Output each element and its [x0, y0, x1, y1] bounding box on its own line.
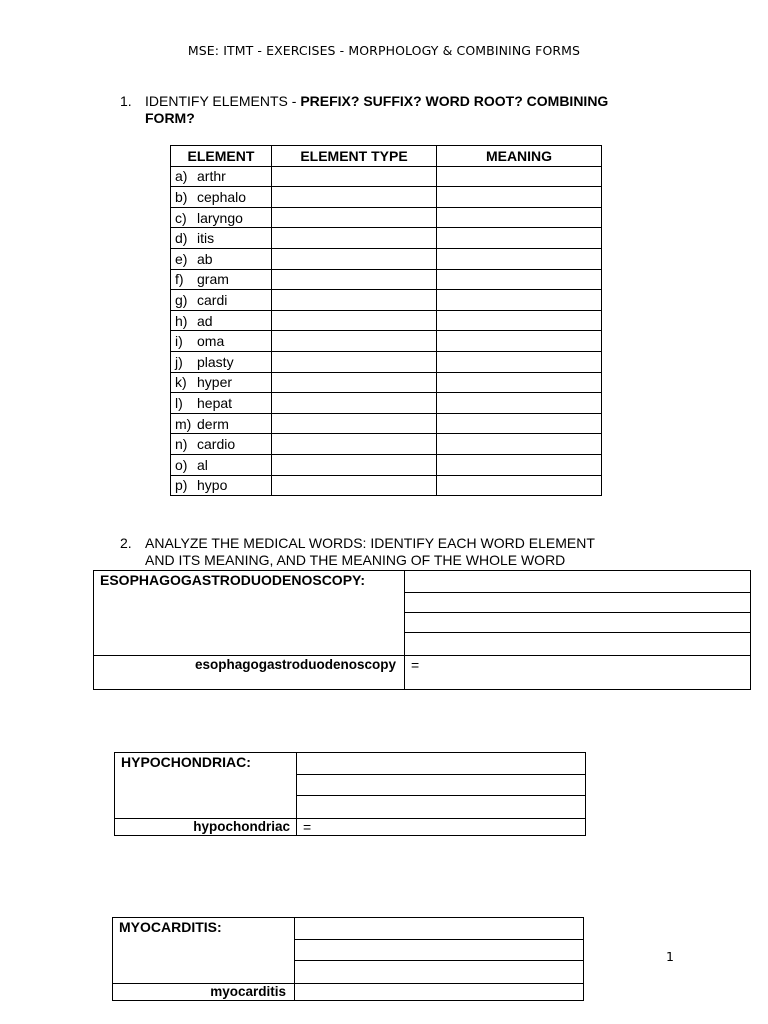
- element-letter: a): [175, 168, 188, 185]
- element-cell: [171, 248, 272, 269]
- element-type-cell[interactable]: [272, 310, 437, 331]
- equals-sign[interactable]: =: [411, 657, 420, 673]
- element-text: al: [197, 456, 208, 473]
- header-meaning: MEANING: [437, 146, 602, 167]
- meaning-cell[interactable]: [437, 310, 602, 331]
- element-letter: o): [175, 456, 188, 473]
- element-type-cell[interactable]: [272, 372, 437, 393]
- element-cell: [171, 351, 272, 372]
- meaning-cell[interactable]: [437, 228, 602, 249]
- table-row: [171, 434, 602, 455]
- meaning-cell[interactable]: [437, 331, 602, 352]
- table-row: [171, 228, 602, 249]
- table-row: [171, 269, 602, 290]
- element-cell: [171, 331, 272, 352]
- element-letter: h): [175, 312, 188, 329]
- element-letter: p): [175, 477, 188, 494]
- element-letter: f): [175, 271, 184, 288]
- elements-table: [170, 145, 602, 496]
- table-row: [171, 454, 602, 475]
- question-1-text: [145, 93, 608, 127]
- header-element: ELEMENT: [171, 146, 272, 167]
- meaning-cell[interactable]: [437, 269, 602, 290]
- element-type-cell[interactable]: [272, 454, 437, 475]
- word-box-myocarditis: [112, 917, 584, 1001]
- table-row: [171, 475, 602, 496]
- meaning-cell[interactable]: [437, 454, 602, 475]
- row-divider: [404, 592, 750, 593]
- header-element-type: ELEMENT TYPE: [272, 146, 437, 167]
- element-text: ad: [197, 312, 213, 329]
- row-divider: [294, 960, 583, 961]
- element-letter: n): [175, 436, 188, 453]
- element-text: cephalo: [197, 188, 247, 205]
- table-row: [171, 187, 602, 208]
- element-cell: [171, 228, 272, 249]
- element-cell: [171, 166, 272, 187]
- table-row: [171, 207, 602, 228]
- question-1-bold-line1: PREFIX? SUFFIX? WORD ROOT? COMBINING: [300, 93, 609, 109]
- element-cell: [171, 413, 272, 434]
- word-label: esophagogastroduodenoscopy: [194, 657, 396, 672]
- element-type-cell[interactable]: [272, 269, 437, 290]
- word-label: myocarditis: [210, 984, 286, 999]
- element-cell: [171, 372, 272, 393]
- element-type-cell[interactable]: [272, 413, 437, 434]
- row-divider: [294, 939, 583, 940]
- table-header-row: [171, 146, 602, 167]
- table-row: [171, 351, 602, 372]
- word-box-hypochondriac: [114, 752, 586, 836]
- table-row: [171, 331, 602, 352]
- word-title: MYOCARDITIS:: [119, 919, 222, 935]
- element-text: cardi: [197, 291, 228, 308]
- element-text: cardio: [197, 436, 236, 453]
- word-title: HYPOCHONDRIAC:: [121, 754, 251, 770]
- meaning-cell[interactable]: [437, 372, 602, 393]
- element-type-cell[interactable]: [272, 290, 437, 311]
- element-type-cell[interactable]: [272, 475, 437, 496]
- element-type-cell[interactable]: [272, 207, 437, 228]
- element-letter: b): [175, 188, 188, 205]
- element-type-cell[interactable]: [272, 434, 437, 455]
- element-type-cell[interactable]: [272, 331, 437, 352]
- meaning-cell[interactable]: [437, 351, 602, 372]
- table-row: [171, 166, 602, 187]
- meaning-cell[interactable]: [437, 393, 602, 414]
- question-1: [120, 93, 680, 133]
- element-cell: [171, 454, 272, 475]
- element-letter: l): [175, 394, 183, 411]
- meaning-cell[interactable]: [437, 475, 602, 496]
- element-type-cell[interactable]: [272, 166, 437, 187]
- meaning-cell[interactable]: [437, 413, 602, 434]
- element-text: plasty: [197, 353, 234, 370]
- element-text: hyper: [197, 374, 233, 391]
- element-type-cell[interactable]: [272, 187, 437, 208]
- element-text: laryngo: [197, 209, 243, 226]
- element-text: ab: [197, 250, 213, 267]
- row-divider: [404, 632, 750, 633]
- element-type-cell[interactable]: [272, 248, 437, 269]
- question-2-line1: ANALYZE THE MEDICAL WORDS: IDENTIFY EACH WORD ELEMENT: [145, 535, 595, 551]
- element-cell: [171, 393, 272, 414]
- row-divider: [296, 795, 585, 796]
- element-type-cell[interactable]: [272, 351, 437, 372]
- table-row: [171, 290, 602, 311]
- element-cell: [171, 310, 272, 331]
- element-type-cell[interactable]: [272, 393, 437, 414]
- element-letter: g): [175, 291, 188, 308]
- meaning-cell[interactable]: [437, 248, 602, 269]
- table-row: [171, 310, 602, 331]
- word-title: ESOPHAGOGASTRODUODENOSCOPY:: [100, 572, 365, 588]
- element-letter: d): [175, 230, 188, 247]
- element-text: arthr: [197, 168, 226, 185]
- meaning-cell[interactable]: [437, 290, 602, 311]
- page-header: MSE: ITMT - EXERCISES - MORPHOLOGY & COMBINING FORMS: [187, 43, 581, 58]
- row-divider: [296, 774, 585, 775]
- element-text: hypo: [197, 477, 228, 494]
- meaning-cell[interactable]: [437, 207, 602, 228]
- element-letter: m): [175, 415, 192, 432]
- page-number: 1: [666, 949, 674, 964]
- question-2-line2: AND ITS MEANING, AND THE MEANING OF THE WHOLE WORD: [145, 552, 566, 568]
- word-box-esophagogastroduodenoscopy: [93, 570, 751, 690]
- element-text: gram: [197, 271, 229, 288]
- table-row: [171, 372, 602, 393]
- row-divider: [404, 612, 750, 613]
- element-cell: [171, 475, 272, 496]
- row-divider: [94, 655, 750, 656]
- table-row: [171, 248, 602, 269]
- element-letter: i): [175, 333, 183, 350]
- element-letter: e): [175, 250, 188, 267]
- question-2-number: 2.: [120, 535, 132, 551]
- question-2: [120, 535, 680, 575]
- table-row: [171, 413, 602, 434]
- element-cell: [171, 434, 272, 455]
- meaning-cell[interactable]: [437, 166, 602, 187]
- element-text: oma: [197, 333, 225, 350]
- element-text: itis: [197, 230, 215, 247]
- element-text: hepat: [197, 394, 233, 411]
- element-letter: c): [175, 209, 187, 226]
- element-cell: [171, 187, 272, 208]
- element-cell: [171, 207, 272, 228]
- question-1-bold-line2: FORM?: [145, 110, 195, 126]
- element-cell: [171, 290, 272, 311]
- element-cell: [171, 269, 272, 290]
- equals-sign[interactable]: =: [303, 819, 312, 835]
- element-text: derm: [197, 415, 229, 432]
- meaning-cell[interactable]: [437, 187, 602, 208]
- table-row: [171, 393, 602, 414]
- question-1-plain: IDENTIFY ELEMENTS -: [145, 93, 301, 109]
- element-type-cell[interactable]: [272, 228, 437, 249]
- element-letter: k): [175, 374, 187, 391]
- question-1-number: 1.: [120, 93, 132, 109]
- meaning-cell[interactable]: [437, 434, 602, 455]
- question-2-text: [145, 535, 595, 569]
- word-label: hypochondriac: [193, 819, 290, 834]
- element-letter: j): [175, 353, 183, 370]
